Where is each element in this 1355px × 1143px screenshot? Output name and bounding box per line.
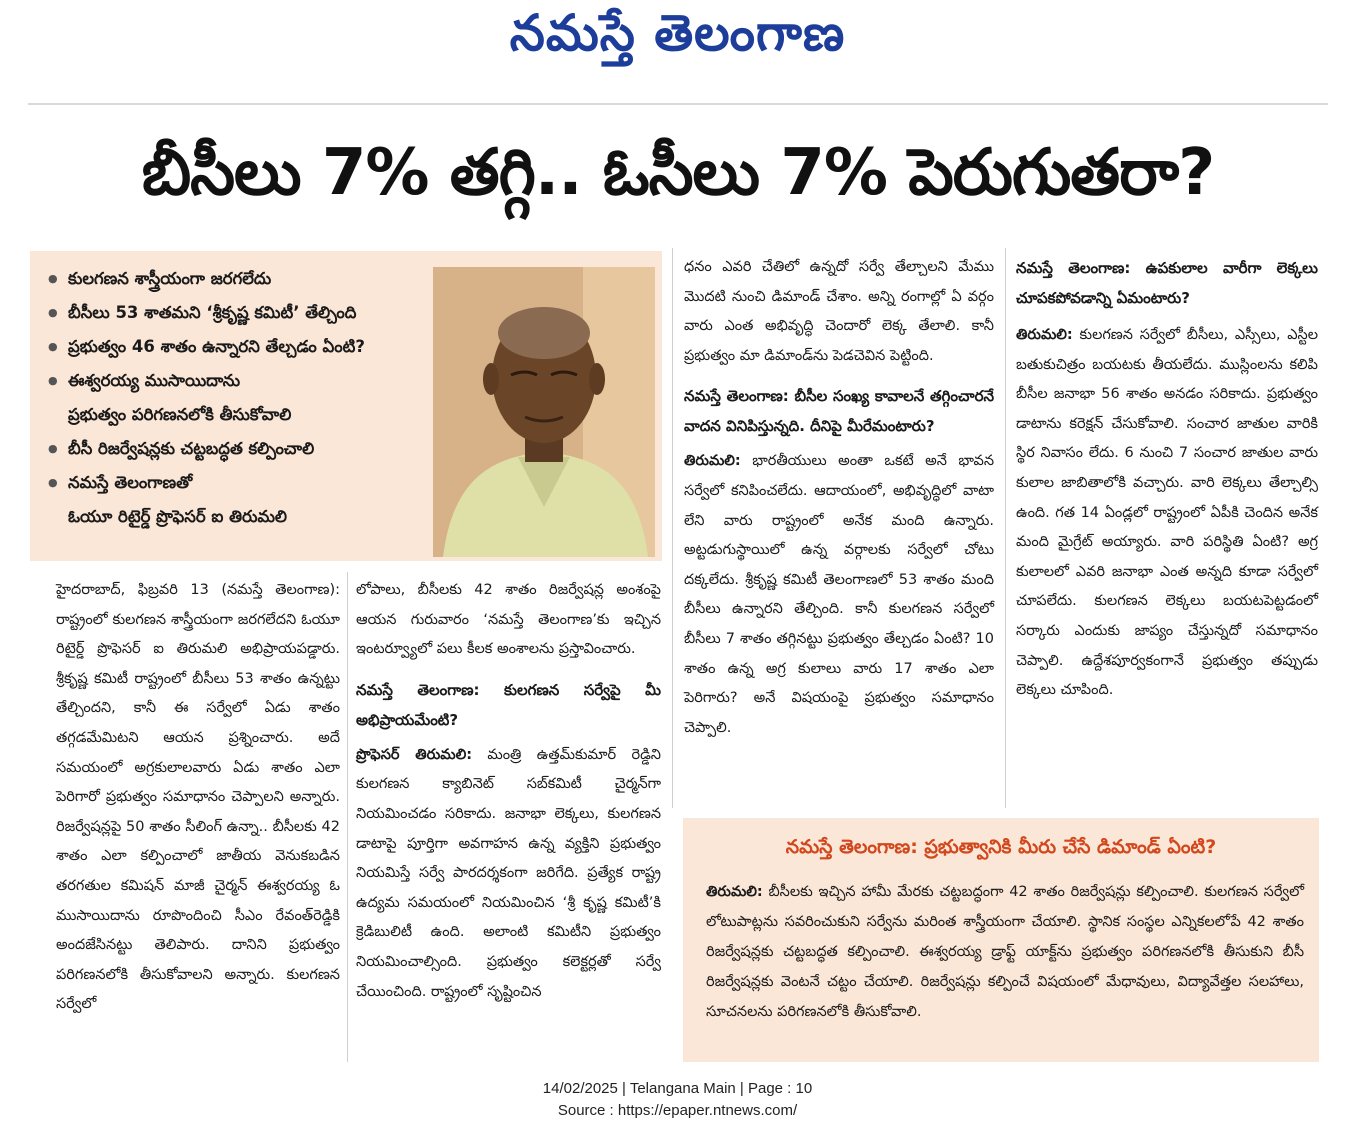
column-divider: [347, 572, 348, 1062]
footer-source: Source : https://epaper.ntnews.com/: [557, 1102, 798, 1119]
column-divider: [1005, 248, 1006, 808]
highlight-item: [48, 432, 433, 466]
demand-answer: [706, 877, 1304, 1027]
answer-speaker: తిరుమలి:: [1016, 327, 1073, 343]
highlight-item: [48, 466, 433, 534]
interview-question: నమస్తే తెలంగాణ: బీసీల సంఖ్య కావాలనే తగ్గించారనే వాదన వినిపిస్తున్నది. దీనిపై మీరేమంటారు?: [684, 387, 994, 436]
article-column-1: [56, 576, 340, 1020]
answer-text: బీసీలకు ఇచ్చిన హామీ మేరకు చట్టబద్ధంగా 42 శాతం రిజర్వేషన్లు కల్పించాలి. కులగణన సర్వేలో లోటుపాట్లను సవరించుకుని సర్వేను మరింత శాస్త్రీయంగా చేయాలి. స్థానిక సంస్థల ఎన్నికలలోపే 42 శాతం రిజర్వేషన్లకు చట్టబద్ధత కల్పించాలి. ఈశ్వరయ్య డ్రాఫ్ట్ యాక్ట్‌ను ప్రభుత్వం పరిగణనలోకి తీసుకుని బీసీ రిజర్వేషన్లకు వెంటనే చట్టం చేయాలి. రిజర్వేషన్లు కల్పించే విషయంలో మేధావులు, విద్యావేత్తల సలహాలు, సూచనలను పరిగణనలోకి తీసుకోవాలి.: [706, 884, 1304, 1020]
highlights-list: [48, 262, 433, 534]
page-footer: [0, 1078, 1355, 1122]
interview-answer: [684, 447, 994, 743]
highlight-text-cont: ఓయూ రిటైర్డ్ ప్రొఫెసర్ ఐ తిరుమలి: [68, 507, 288, 526]
highlight-item: [48, 330, 433, 364]
body-paragraph: హైదరాబాద్, ఫిబ్రవరి 13 (నమస్తే తెలంగాణ): రాష్ట్రంలో కులగణన శాస్త్రీయంగా జరగలేదని ఓయూ రిటైర్డ్ ప్రొఫెసర్ ఐ తిరుమలి అభిప్రాయపడ్డారు. శ్రీకృష్ణ కమిటీ రాష్ట్రంలో బీసీలు 53 శాతం ఉన్నట్టు తేల్చిందని, కానీ ఈ సర్వేలో ఏడు శాతం తగ్గడమేమిటని ఆయన ప్రశ్నించారు. అదే సమయంలో అగ్రకులాలవారు ఏడు శాతం ఎలా పెరిగారో ప్రభుత్వం సమాధానం చెప్పాలని అన్నారు. రిజర్వేషన్లపై 50 శాతం సీలింగ్ ఉన్నా.. బీసీలకు 42 శాతం ఎలా కల్పించాలో జాతీయ వెనుకబడిన తరగతుల కమిషన్ మాజీ చైర్మన్ ఈశ్వరయ్య ఓ ముసాయిదాను రూపొందించి సీఎం రేవంత్‌రెడ్డికి అందజేసినట్టు తెలిపారు. దానిని ప్రభుత్వం పరిగణనలోకి తీసుకోవాలని అన్నారు. కులగణన సర్వేలో: [56, 582, 340, 1013]
headline: బీసీలు 7% తగ్గి.. ఓసీలు 7% పెరుగుతరా?: [141, 136, 1215, 210]
answer-text: కులగణన సర్వేలో బీసీలు, ఎస్సీలు, ఎస్టీల బతుకుచిత్రం బయటకు తీయలేదు. ముస్లింలను కలిపి బీసీల జనాభా 56 శాతం అనడం సరికాదు. ప్రభుత్వం డాటాను కరెక్షన్ చేసుకోవాలి. సంచార జాతుల వారికి స్థిర నివాసం లేదు. 6 నుంచి 7 సంచార జాతుల వారు కులాల జాబితాలోకి వచ్చారు. వారి లెక్కలు తేల్చాల్సి ఉంది. గత 14 ఏండ్లలో రాష్ట్రంలో ఏపీకి చెందిన అనేక మంది మైగ్రేట్ అయ్యారు. వారి పరిస్థితి ఏంటి? అగ్ర కులాలలో ఎవరి జనాభా ఎంత అన్నది కూడా సర్వేలో చూపలేదు. కులగణన లెక్కలు బయటపెట్టడంలో సర్కారు ఎందుకు జాప్యం చేస్తున్నదో సమాధానం చెప్పాలి. ఉద్దేశపూర్వకంగానే ప్రభుత్వం తప్పుడు లెక్కలు చూపింది.: [1016, 327, 1318, 699]
article-column-4: [1016, 253, 1318, 706]
body-paragraph: ధనం ఎవరి చేతిలో ఉన్నదో సర్వే తేల్చాలని మేము మొదటి నుంచి డిమాండ్ చేశాం. అన్ని రంగాల్లో ఏ వర్గం వారు ఎంత అభివృద్ధి చెందారో లెక్క తేలాలి. కానీ ప్రభుత్వం మా డిమాండ్‌ను పెడచెవిన పెట్టింది.: [684, 259, 994, 364]
interview-question: నమస్తే తెలంగాణ: ఉపకులాల వారీగా లెక్కలు చూపకపోవడాన్ని ఏమంటారు?: [1016, 259, 1318, 307]
highlight-text: కులగణన శాస్త్రీయంగా జరగలేదు: [68, 269, 272, 288]
answer-text: భారతీయులు అంతా ఒకటే అనే భావన సర్వేలో కనిపించలేదు. ఆదాయంలో, అభివృద్ధిలో వాటా లేని వారు రాష్ట్రంలో అనేక మంది ఉన్నారు. అట్టడుగుస్థాయిలో ఉన్న వర్గాలకు సర్వేలో చోటు దక్కలేదు. శ్రీకృష్ణ కమిటీ తెలంగాణలో 53 శాతం మంది బీసీలు ఉన్నారని తేల్చింది. కానీ కులగణన సర్వేలో బీసీలు 7 శాతం తగ్గినట్టు ప్రభుత్వం తేల్చడం ఏంటి? 10 శాతం ఉన్న అగ్ర కులాలు వారు 17 శాతం ఎలా పెరిగారు? అనే విషయంపై ప్రభుత్వం సమాధానం చెప్పాలి.: [684, 453, 994, 736]
highlight-item: [48, 262, 433, 296]
answer-speaker: తిరుమలి:: [684, 453, 741, 470]
article-column-2: [356, 576, 661, 1007]
answer-text: మంత్రి ఉత్తమ్‌కుమార్ రెడ్డిని కులగణన క్యాబినెట్ సబ్‌కమిటీ చైర్మన్‌గా నియమించడం సరికాదు. జనాభా లెక్కలు, కులగణన డాటాపై పూర్తిగా అవగాహన ఉన్న వ్యక్తిని ప్రభుత్వం నియమిస్తే సర్వే పారదర్శకంగా జరిగేది. ప్రత్యేక రాష్ట్ర ఉద్యమ సమయంలో నియమించిన ‘శ్రీ కృష్ణ కమిటీ’కి క్రెడిబులిటీ ఉంది. అలాంటి కమిటీని ప్రభుత్వం నియమించాల్సింది. ప్రభుత్వం కలెక్టర్లతో సర్వే చేయించింది. రాష్ట్రంలో సృష్టించిన: [356, 746, 661, 1000]
highlight-text: బీసీ రిజర్వేషన్లకు చట్టబద్ధత కల్పించాలి: [68, 439, 315, 458]
highlight-text-cont: ప్రభుత్వం పరిగణనలోకి తీసుకోవాలి: [68, 405, 292, 424]
interview-answer: [356, 741, 661, 1007]
highlight-text: నమస్తే తెలంగాణతో: [68, 473, 193, 492]
answer-speaker: తిరుమలి:: [706, 884, 763, 900]
interview-answer: [1016, 321, 1318, 706]
article-column-3: [684, 253, 994, 743]
portrait-photo: [433, 267, 655, 557]
masthead-divider: [28, 103, 1328, 105]
portrait-photo-icon: [433, 267, 655, 557]
highlight-item: [48, 296, 433, 330]
highlight-item: [48, 364, 433, 432]
highlight-text: బీసీలు 53 శాతమని ‘శ్రీకృష్ణ కమిటీ’ తేల్చింది: [68, 303, 357, 322]
interview-question: నమస్తే తెలంగాణ: కులగణన సర్వేపై మీ అభిప్రాయమేంటి?: [356, 680, 661, 729]
demand-question: నమస్తే తెలంగాణ: ప్రభుత్వానికి మీరు చేసే డిమాండ్ ఏంటి?: [785, 836, 1217, 858]
answer-speaker: ప్రొఫెసర్ తిరుమలి:: [356, 746, 473, 763]
highlight-text: ప్రభుత్వం 46 శాతం ఉన్నారని తేల్చడం ఏంటి?: [68, 337, 365, 356]
footer-date-page: 14/02/2025 | Telangana Main | Page : 10: [542, 1080, 813, 1097]
body-paragraph: లోపాలు, బీసీలకు 42 శాతం రిజర్వేషన్ల అంశంపై ఆయన గురువారం ‘నమస్తే తెలంగాణ’కు ఇచ్చిన ఇంటర్వ్యూలో పలు కీలక అంశాలను ప్రస్తావించారు.: [356, 582, 661, 658]
column-divider: [672, 248, 673, 808]
masthead-logo: నమస్తే తెలంగాణ: [509, 4, 846, 62]
highlight-text: ఈశ్వరయ్య ముసాయిదాను: [68, 371, 241, 390]
